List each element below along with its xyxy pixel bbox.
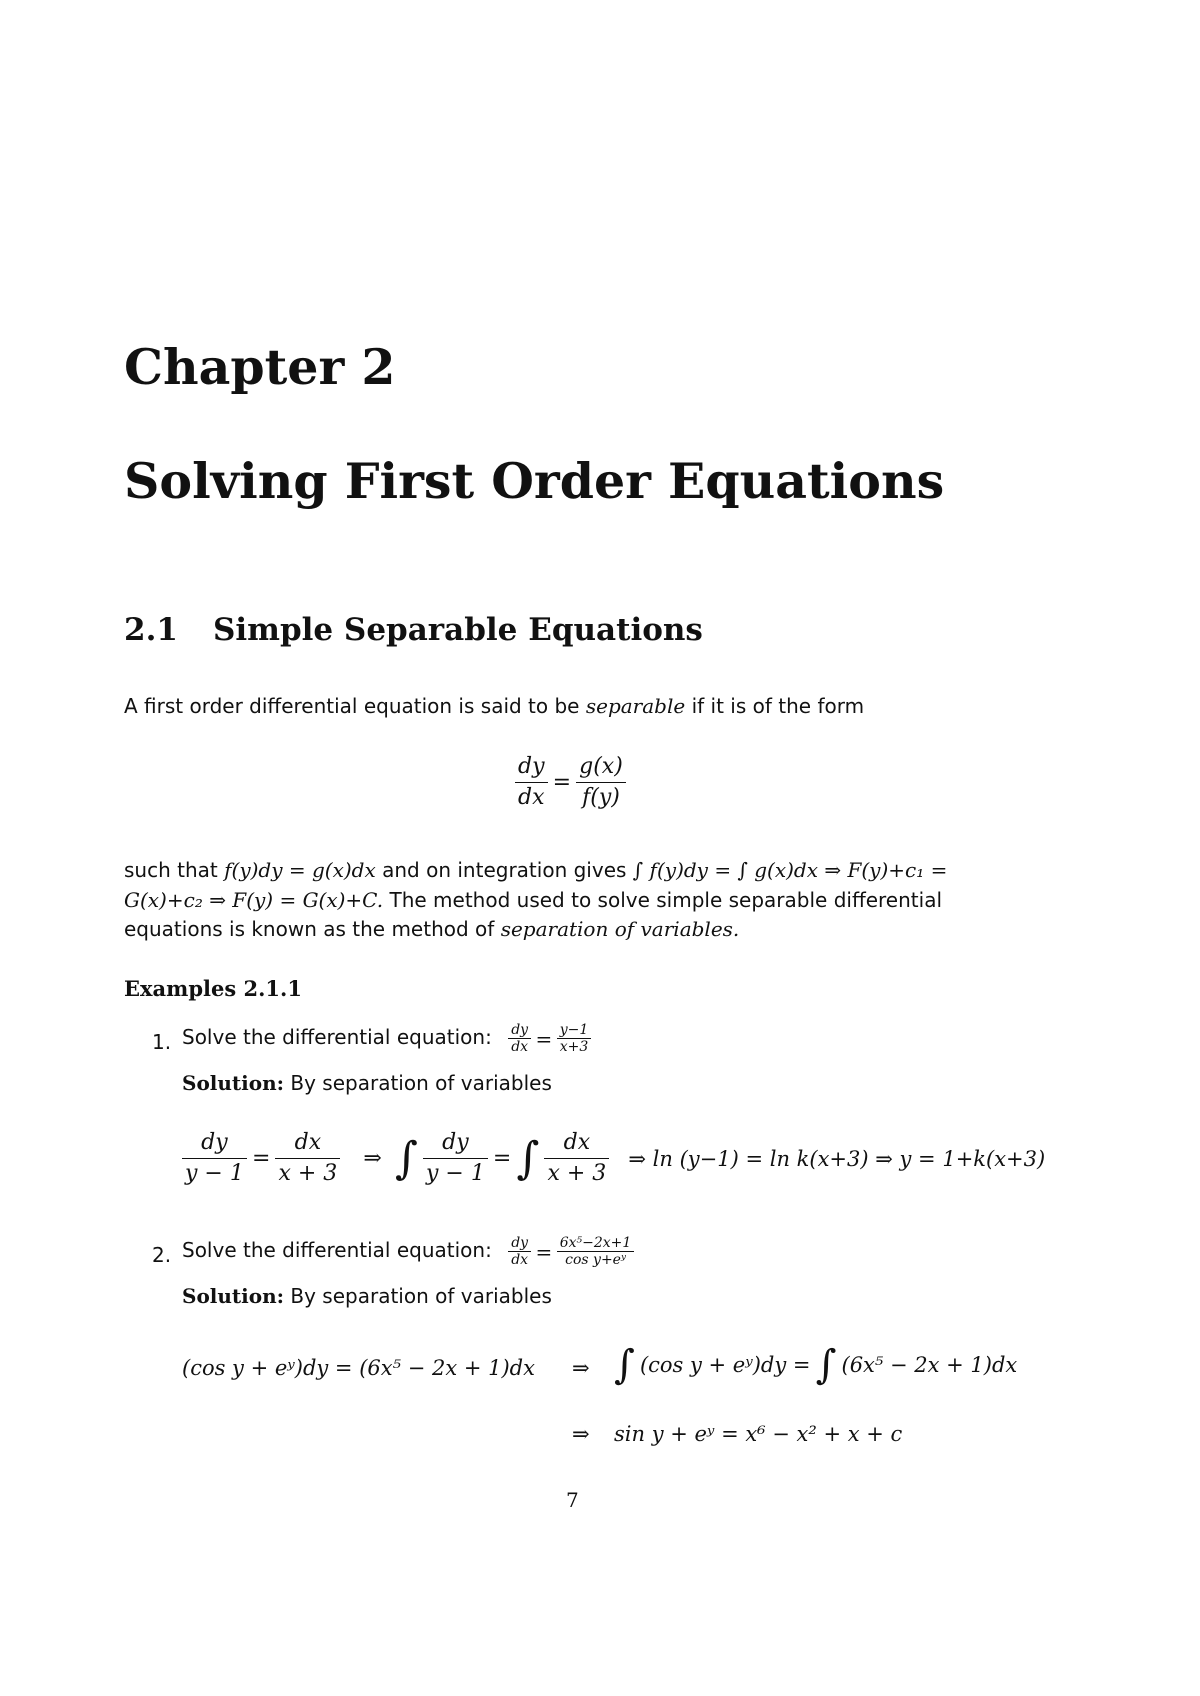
chapter-label: Chapter 2	[124, 338, 396, 396]
para-line-2	[124, 888, 942, 912]
d3-fraction	[423, 1128, 488, 1189]
solution-label: Solution:	[182, 1284, 285, 1308]
examples-heading: Examples 2.1.1	[124, 976, 302, 1001]
d4-num: dx	[544, 1128, 609, 1159]
eq-main-left-num: dy	[515, 752, 548, 783]
implies-arrow: ⇒	[572, 1422, 590, 1446]
para-text: such that	[124, 858, 218, 882]
page-number: 7	[566, 1488, 579, 1512]
chapter-title: Solving First Order Equations	[124, 452, 945, 510]
example-1-prompt	[182, 1022, 591, 1055]
para-math: ∫ f(y)dy = ∫ g(x)dx ⇒ F(y)+c₁ =	[632, 858, 948, 882]
solution-text: By separation of variables	[290, 1284, 552, 1308]
ex1-eq-num-r: y−1	[557, 1022, 592, 1039]
main-equation	[515, 752, 626, 813]
eq-main-right-den: f(y)	[582, 785, 620, 810]
integral-sign: ∫	[516, 1133, 540, 1184]
example-prompt-text: Solve the differential equation:	[182, 1025, 492, 1049]
equals-sign: =	[492, 1146, 512, 1171]
ex1-eq-den-l: dx	[511, 1039, 529, 1055]
equals-sign: =	[535, 1026, 553, 1051]
integral-lhs: (cos y + eʸ)dy =	[639, 1353, 811, 1377]
integral-sign: ∫	[614, 1342, 635, 1388]
eq-main-right-num: g(x)	[576, 752, 626, 783]
ex1-eq-right	[557, 1022, 592, 1055]
intro-paragraph	[124, 694, 864, 718]
ex2-eq-left	[508, 1235, 531, 1268]
example-2-line-1-left: (cos y + eʸ)dy = (6x⁵ − 2x + 1)dx	[182, 1356, 535, 1380]
integral-rhs: (6x⁵ − 2x + 1)dx	[841, 1353, 1018, 1377]
example-1-equation	[508, 1022, 591, 1055]
equals-sign: =	[535, 1239, 553, 1264]
d2-den: x + 3	[278, 1161, 338, 1186]
example-2-line-1-right	[614, 1342, 1017, 1388]
para-line-1	[124, 858, 947, 882]
d1-num: dy	[182, 1128, 247, 1159]
intro-term: separable	[585, 694, 686, 718]
para-math: G(x)+c₂ ⇒ F(y) = G(x)+C.	[124, 888, 384, 912]
para-text: The method used to solve simple separable differential	[389, 888, 942, 912]
para-term: separation of variables.	[500, 917, 740, 941]
d1-fraction	[182, 1128, 247, 1189]
example-2-number: 2.	[152, 1243, 172, 1267]
ex1-eq-left	[508, 1022, 531, 1055]
eq-main-left-fraction	[515, 752, 548, 813]
d3-den: y − 1	[425, 1161, 485, 1186]
eq-main-left-den: dx	[518, 785, 545, 810]
d2-num: dx	[275, 1128, 340, 1159]
eq-main-right-fraction	[576, 752, 626, 813]
integral-sign: ∫	[815, 1342, 837, 1388]
example-prompt-text: Solve the differential equation:	[182, 1238, 492, 1262]
example-2-solution	[182, 1284, 552, 1308]
ex2-eq-num-r: 6x⁵−2x+1	[557, 1235, 635, 1252]
implies-arrow: ⇒	[363, 1146, 382, 1171]
solution-label: Solution:	[182, 1071, 285, 1095]
d3-num: dy	[423, 1128, 488, 1159]
integral-sign: ∫	[394, 1133, 418, 1184]
d2-fraction	[275, 1128, 340, 1189]
example-2-line-2: sin y + eʸ = x⁶ − x² + x + c	[614, 1422, 903, 1446]
d1-den: y − 1	[185, 1161, 244, 1186]
equals-sign: =	[251, 1146, 271, 1171]
example-1-derivation	[182, 1128, 1045, 1189]
example-1-solution	[182, 1071, 552, 1095]
example-1-number: 1.	[152, 1030, 172, 1054]
intro-text-post: if it is of the form	[691, 694, 865, 718]
ex2-eq-den-l: dx	[511, 1252, 529, 1268]
ex2-eq-right	[557, 1235, 635, 1268]
implies-arrow: ⇒	[572, 1356, 590, 1380]
ex2-eq-num-l: dy	[508, 1235, 531, 1252]
para-math: f(y)dy = g(x)dx	[224, 858, 376, 882]
d4-fraction	[544, 1128, 609, 1189]
d4-den: x + 3	[547, 1161, 607, 1186]
eq-main-equals: =	[552, 770, 572, 795]
ex1-eq-den-r: x+3	[559, 1039, 589, 1055]
solution-text: By separation of variables	[290, 1071, 552, 1095]
section-number: 2.1	[124, 612, 178, 648]
para-text: equations is known as the method of	[124, 917, 495, 941]
intro-text-pre: A first order differential equation is said to be	[124, 694, 580, 718]
ex2-eq-den-r: cos y+eʸ	[565, 1252, 626, 1268]
ex1-eq-num-l: dy	[508, 1022, 531, 1039]
derivation-tail: ⇒ ln (y−1) = ln k(x+3) ⇒ y = 1+k(x+3)	[628, 1146, 1046, 1171]
para-text: and on integration gives	[382, 858, 627, 882]
para-line-3	[124, 917, 739, 941]
example-2-equation	[508, 1235, 634, 1268]
example-2-prompt	[182, 1235, 634, 1268]
section-title: Simple Separable Equations	[213, 612, 703, 648]
